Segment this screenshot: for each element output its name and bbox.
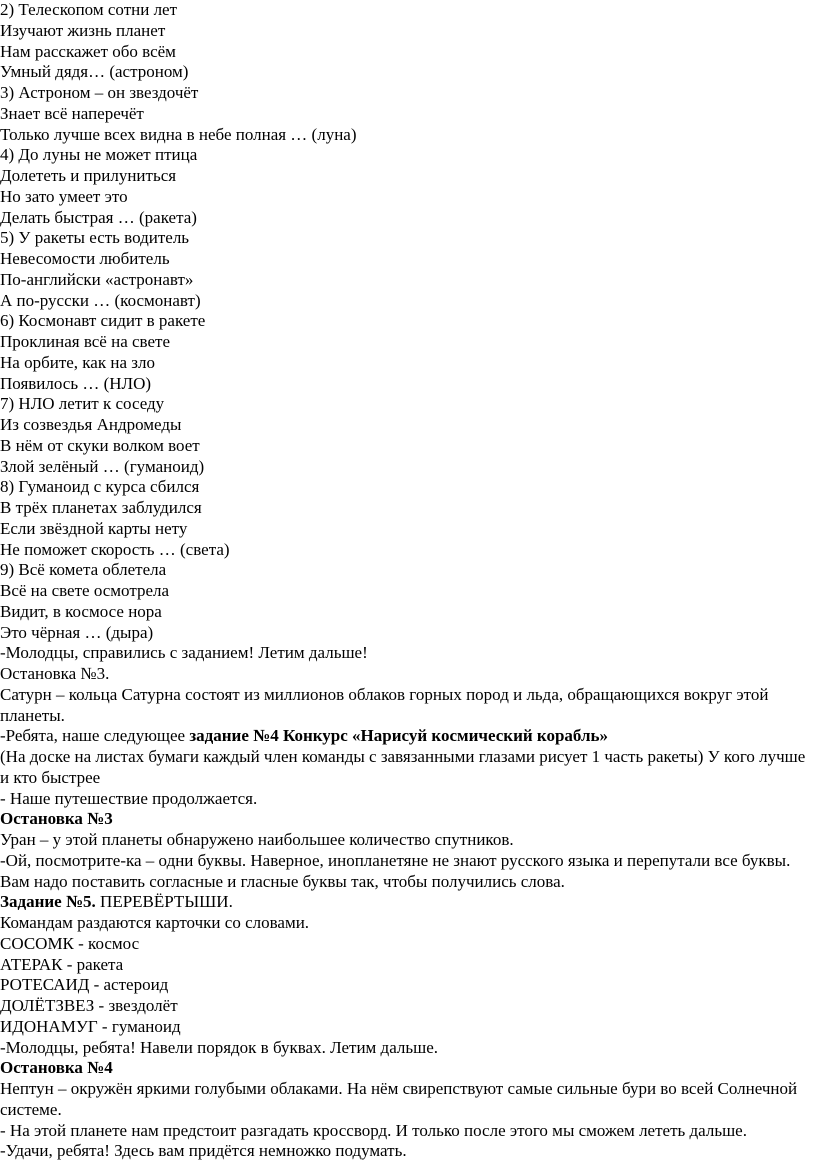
task4-prefix: -Ребята, наше следующее (0, 726, 190, 746)
order-line: -Молодцы, ребята! Навели порядок в буквах. Летим дальше. (0, 1037, 439, 1057)
letters-paragraph: -Ой, посмотрите-ка – одни буквы. Наверное, инопланетяне не знают русского языка и перепутали все буквы. Вам надо поставить согласные и гласные буквы так, чтобы получились слова. (0, 850, 791, 891)
poem-line: На орбите, как на зло (0, 352, 155, 372)
poem-line: Знает всё наперечёт (0, 103, 144, 123)
poem-line: 5) У ракеты есть водитель (0, 228, 190, 248)
anagram-item: ИДОНАМУГ - гуманоид (0, 1016, 181, 1036)
poem-line: В трёх планетах заблудился (0, 498, 202, 517)
poem-line: Если звёздной карты нету (0, 518, 188, 538)
good-luck-line: -Удачи, ребята! Здесь вам придётся немножко подумать. (0, 1141, 407, 1161)
poem-line: 2) Телескопом сотни лет (0, 0, 178, 19)
task4-title: задание №4 Конкурс «Нарисуй космический корабль» (189, 726, 609, 746)
anagram-item: СОСОМК - космос (0, 933, 140, 953)
task4-description: (На доске на листах бумаги каждый член команды с завязанными глазами рисует 1 часть ракеты) У кого лучше и кто быстрее (0, 747, 806, 787)
task4-line (0, 726, 812, 747)
poem-line: Остановка №3. (0, 664, 110, 683)
stop4-heading: Остановка №4 (0, 1058, 113, 1078)
poem-line: Только лучше всех видна в небе полная … (луна) (0, 124, 357, 144)
poem-line: 6) Космонавт сидит в ракете (0, 311, 206, 331)
poem-line: 4) До луны не может птица (0, 145, 198, 165)
poem-line: Невесомости любитель (0, 249, 170, 268)
uranus-line: Уран – у этой планеты обнаружено наибольшее количество спутников. (0, 830, 514, 849)
poem-line: Умный дядя… (астроном) (0, 62, 189, 82)
journey-line: - Наше путешествие продолжается. (0, 788, 258, 808)
poem-line: 8) Гуманоид с курса сбился (0, 477, 200, 497)
poem-line: 3) Астроном – он звездочёт (0, 83, 199, 102)
poem-line: Нам расскажет обо всём (0, 41, 176, 61)
cards-line: Командам раздаются карточки со словами. (0, 913, 310, 932)
poem-line: Злой зелёный … (гуманоид) (0, 456, 205, 476)
anagram-item: РОТЕСАИД - астероид (0, 975, 169, 995)
poem-line: Всё на свете осмотрела (0, 581, 170, 600)
task5-label: Задание №5. (0, 892, 96, 912)
neptune-paragraph: Нептун – окружён яркими голубыми облаками. На нём свирепствуют самые сильные бури во всей Солнечной системе. (0, 1079, 798, 1119)
poem-line: 9) Всё комета облетела (0, 560, 167, 580)
stop3-heading: Остановка №3 (0, 809, 113, 829)
saturn-paragraph: Сатурн – кольца Сатурна состоят из миллионов облаков горных пород и льда, обращающихся вокруг этой планеты. (0, 684, 769, 725)
crossword-line: - На этой планете нам предстоит разгадать кроссворд. И только после этого мы сможем лететь дальше. (0, 1120, 747, 1140)
poem-line: Долететь и прилуниться (0, 166, 177, 185)
poem-line: -Молодцы, справились с заданием! Летим дальше! (0, 643, 368, 663)
poem-line: А по-русски … (космонавт) (0, 290, 201, 310)
poem-line: Не поможет скорость … (света) (0, 539, 230, 559)
poem-line: Делать быстрая … (ракета) (0, 207, 197, 227)
anagram-item: ДОЛЁТЗВЕЗ - звездолёт (0, 996, 178, 1015)
poem-line: Это чёрная … (дыра) (0, 622, 154, 642)
poem-line: Изучают жизнь планет (0, 20, 166, 40)
poem-line: По-английски «астронавт» (0, 269, 194, 289)
poem-line: Но зато умеет это (0, 186, 128, 206)
poem-line: Проклиная всё на свете (0, 332, 170, 351)
task5-line (0, 892, 812, 913)
task5-title: ПЕРЕВЁРТЫШИ. (95, 892, 233, 912)
poem-line: Видит, в космосе нора (0, 601, 162, 621)
poem-line: 7) НЛО летит к соседу (0, 394, 165, 414)
anagram-list (0, 934, 812, 1038)
poem-line: Из созвездья Андромеды (0, 415, 182, 434)
poem-line: Появилось … (НЛО) (0, 373, 152, 393)
anagram-item: АТЕРАК - ракета (0, 954, 124, 974)
poem-line: В нём от скуки волком воет (0, 435, 200, 455)
